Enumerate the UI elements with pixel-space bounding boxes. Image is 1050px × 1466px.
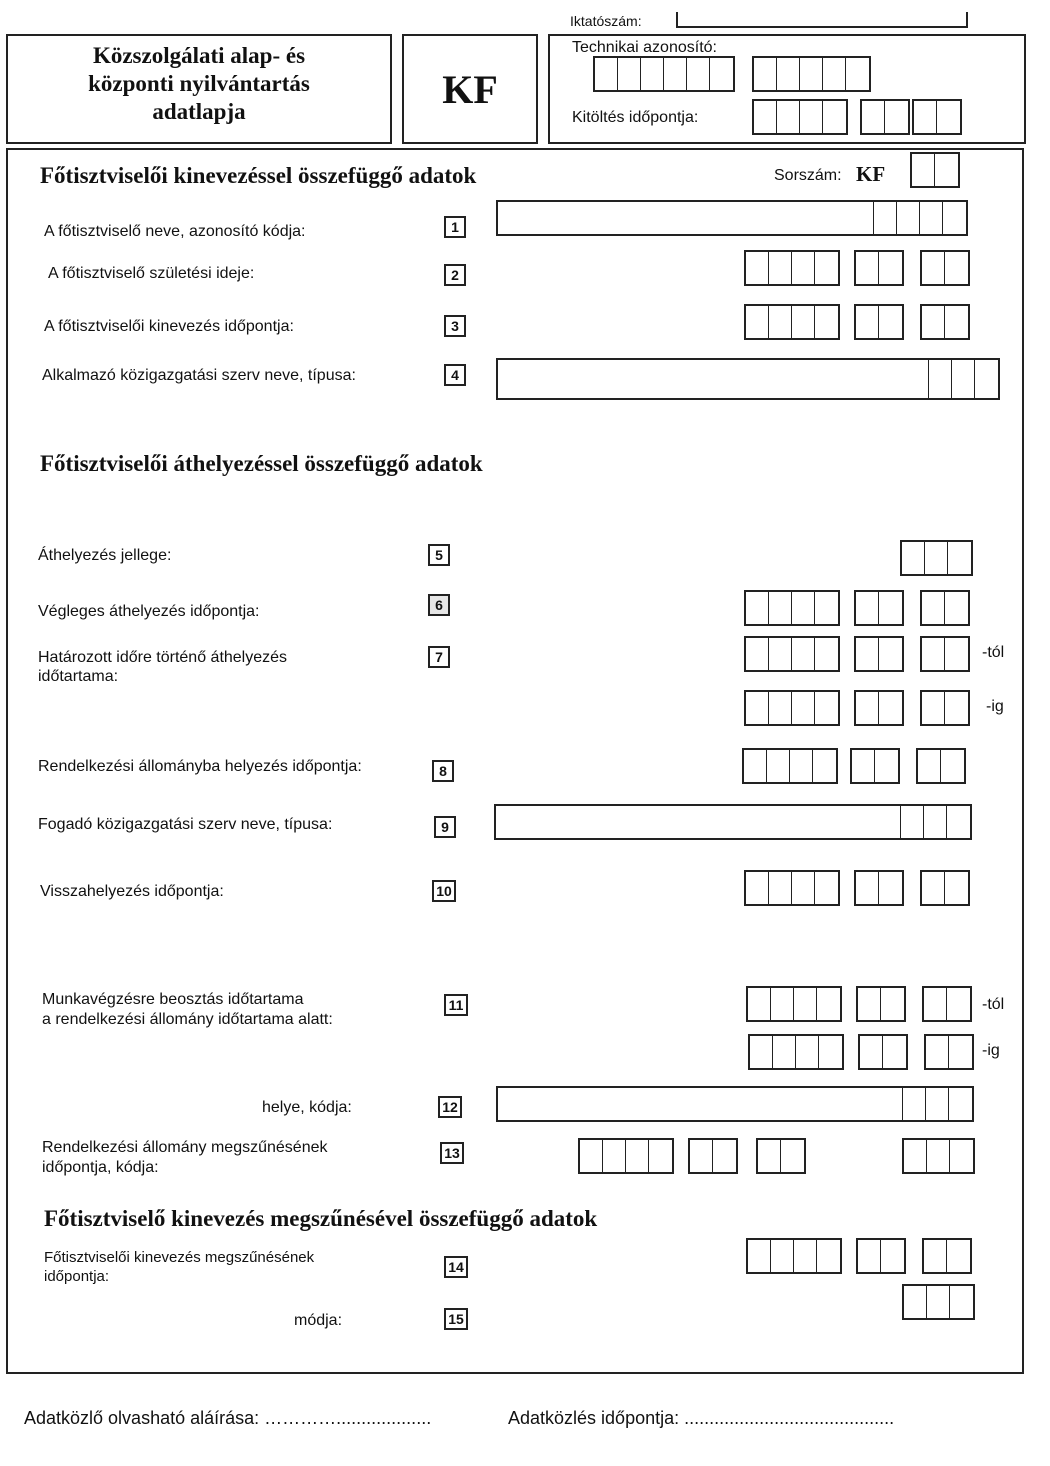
field-14-number: 14 [444, 1256, 468, 1278]
kitoltes-day-cells[interactable] [912, 99, 962, 135]
field-1-number: 1 [444, 216, 466, 238]
field-10-year-cells[interactable] [744, 870, 840, 906]
field-14-label-line2: időpontja: [44, 1268, 110, 1285]
field-4-input[interactable] [496, 358, 1000, 400]
section-title-megszunes: Főtisztviselő kinevezés megszűnésével összefüggő adatok [44, 1206, 598, 1231]
field-14-year-cells[interactable] [746, 1238, 842, 1274]
field-2-month-cells[interactable] [854, 250, 904, 286]
field-12-input[interactable] [496, 1086, 974, 1122]
field-3-year-cells[interactable] [744, 304, 840, 340]
signature-label: Adatközlő olvasható aláírása: [24, 1408, 260, 1428]
field-4-label: Alkalmazó közigazgatási szerv neve, típusa: [42, 367, 356, 384]
kitoltes-month-cells[interactable] [860, 99, 910, 135]
field-7-from-month-cells[interactable] [854, 636, 904, 672]
field-8-number: 8 [432, 760, 454, 782]
section-title-athelyezes: Főtisztviselői áthelyezéssel összefüggő adatok [40, 451, 483, 476]
field-5-cells[interactable] [900, 540, 973, 576]
header-title-box [6, 34, 392, 144]
field-11-number: 11 [444, 994, 468, 1016]
field-2-label: A főtisztviselő születési ideje: [48, 265, 255, 282]
field-10-number: 10 [432, 880, 456, 902]
field-3-day-cells[interactable] [920, 304, 970, 340]
field-3-number: 3 [444, 315, 466, 337]
field-7-to-day-cells[interactable] [920, 690, 970, 726]
field-3-month-cells[interactable] [854, 304, 904, 340]
field-13-code-cells[interactable] [902, 1138, 975, 1174]
field-11-label-line2: a rendelkezési állomány időtartama alatt: [42, 1011, 333, 1028]
field-11-from-month-cells[interactable] [856, 986, 906, 1022]
field-13-month-cells[interactable] [688, 1138, 738, 1174]
signature-dots: …………................... [264, 1408, 432, 1428]
field-6-month-cells[interactable] [854, 590, 904, 626]
technikai-label: Technikai azonosító: [572, 39, 717, 56]
header-title-line2: központi nyilvántartás [88, 71, 310, 96]
field-7-to-month-cells[interactable] [854, 690, 904, 726]
field-15-number: 15 [444, 1308, 468, 1330]
field-7-label-line1: Határozott időre történő áthelyezés [38, 649, 288, 666]
field-13-label-line2: időpontja, kódja: [42, 1159, 159, 1176]
field-11-to-day-cells[interactable] [924, 1034, 974, 1070]
field-8-label: Rendelkezési állományba helyezés időpontja: [38, 758, 362, 775]
field-5-label: Áthelyezés jellege: [38, 547, 172, 564]
field-5-number: 5 [428, 544, 450, 566]
field-2-year-cells[interactable] [744, 250, 840, 286]
field-13-label-line1: Rendelkezési állomány megszűnésének [42, 1139, 328, 1156]
sorszam-label: Sorszám: [774, 167, 842, 184]
field-11-to-year-cells[interactable] [748, 1034, 844, 1070]
field-7-from-day-cells[interactable] [920, 636, 970, 672]
field-2-day-cells[interactable] [920, 250, 970, 286]
iktatoszam-label: Iktatószám: [570, 13, 642, 29]
field-10-label: Visszahelyezés időpontja: [40, 883, 224, 900]
field-9-input[interactable] [494, 804, 972, 840]
field-9-number: 9 [434, 816, 456, 838]
field-8-day-cells[interactable] [916, 748, 966, 784]
field-11-to-month-cells[interactable] [858, 1034, 908, 1070]
field-12-number: 12 [438, 1096, 462, 1118]
iktatoszam-field[interactable] [676, 12, 968, 28]
field-3-label: A főtisztviselői kinevezés időpontja: [44, 318, 294, 335]
field-7-label-line2: időtartama: [38, 668, 119, 685]
field-1-input[interactable] [496, 200, 968, 236]
sorszam-cells[interactable] [910, 152, 960, 188]
header-title-line3: adatlapja [152, 99, 246, 124]
header-code-box [402, 34, 538, 144]
field-7-ig-suffix: -ig [986, 698, 1004, 715]
field-2-number: 2 [444, 264, 466, 286]
signature-line[interactable] [24, 1408, 431, 1429]
field-7-to-year-cells[interactable] [744, 690, 840, 726]
field-11-from-day-cells[interactable] [922, 986, 972, 1022]
field-7-number: 7 [428, 646, 450, 668]
kitoltes-label: Kitöltés időpontja: [572, 109, 699, 126]
field-10-day-cells[interactable] [920, 870, 970, 906]
field-6-label: Végleges áthelyezés időpontja: [38, 603, 260, 620]
field-6-number: 6 [428, 594, 450, 616]
field-1-label: A főtisztviselő neve, azonosító kódja: [44, 223, 306, 240]
field-8-month-cells[interactable] [850, 748, 900, 784]
field-14-label-line1: Főtisztviselői kinevezés megszűnésének [44, 1249, 315, 1266]
field-11-ig-suffix: -ig [982, 1042, 1000, 1059]
field-13-year-cells[interactable] [578, 1138, 674, 1174]
technikai-cells-a[interactable] [593, 56, 735, 92]
field-13-number: 13 [440, 1142, 464, 1164]
technikai-cells-b[interactable] [752, 56, 871, 92]
field-15-cells[interactable] [902, 1284, 975, 1320]
field-6-day-cells[interactable] [920, 590, 970, 626]
field-14-month-cells[interactable] [856, 1238, 906, 1274]
field-12-label: helye, kódja: [262, 1099, 352, 1116]
form-code: KF [442, 66, 498, 112]
field-9-label: Fogadó közigazgatási szerv neve, típusa: [38, 816, 333, 833]
field-13-day-cells[interactable] [756, 1138, 806, 1174]
field-6-year-cells[interactable] [744, 590, 840, 626]
field-7-from-year-cells[interactable] [744, 636, 840, 672]
field-15-label: módja: [294, 1312, 343, 1329]
sorszam-code: KF [856, 162, 886, 186]
section-title-kinevezes: Főtisztviselői kinevezéssel összefüggő adatok [40, 163, 477, 188]
field-14-day-cells[interactable] [922, 1238, 972, 1274]
field-11-tol-suffix: -tól [982, 996, 1005, 1013]
date-label: Adatközlés időpontja: [508, 1408, 680, 1428]
field-7-tol-suffix: -tól [982, 644, 1005, 661]
date-line[interactable] [508, 1408, 894, 1429]
header-title-line1: Közszolgálati alap- és [92, 43, 306, 68]
field-11-from-year-cells[interactable] [746, 986, 842, 1022]
field-10-month-cells[interactable] [854, 870, 904, 906]
field-11-label-line1: Munkavégzésre beosztás időtartama [42, 991, 304, 1008]
field-8-year-cells[interactable] [742, 748, 838, 784]
kitoltes-year-cells[interactable] [752, 99, 848, 135]
field-4-number: 4 [444, 364, 466, 386]
date-dots: .......................................... [684, 1408, 895, 1428]
